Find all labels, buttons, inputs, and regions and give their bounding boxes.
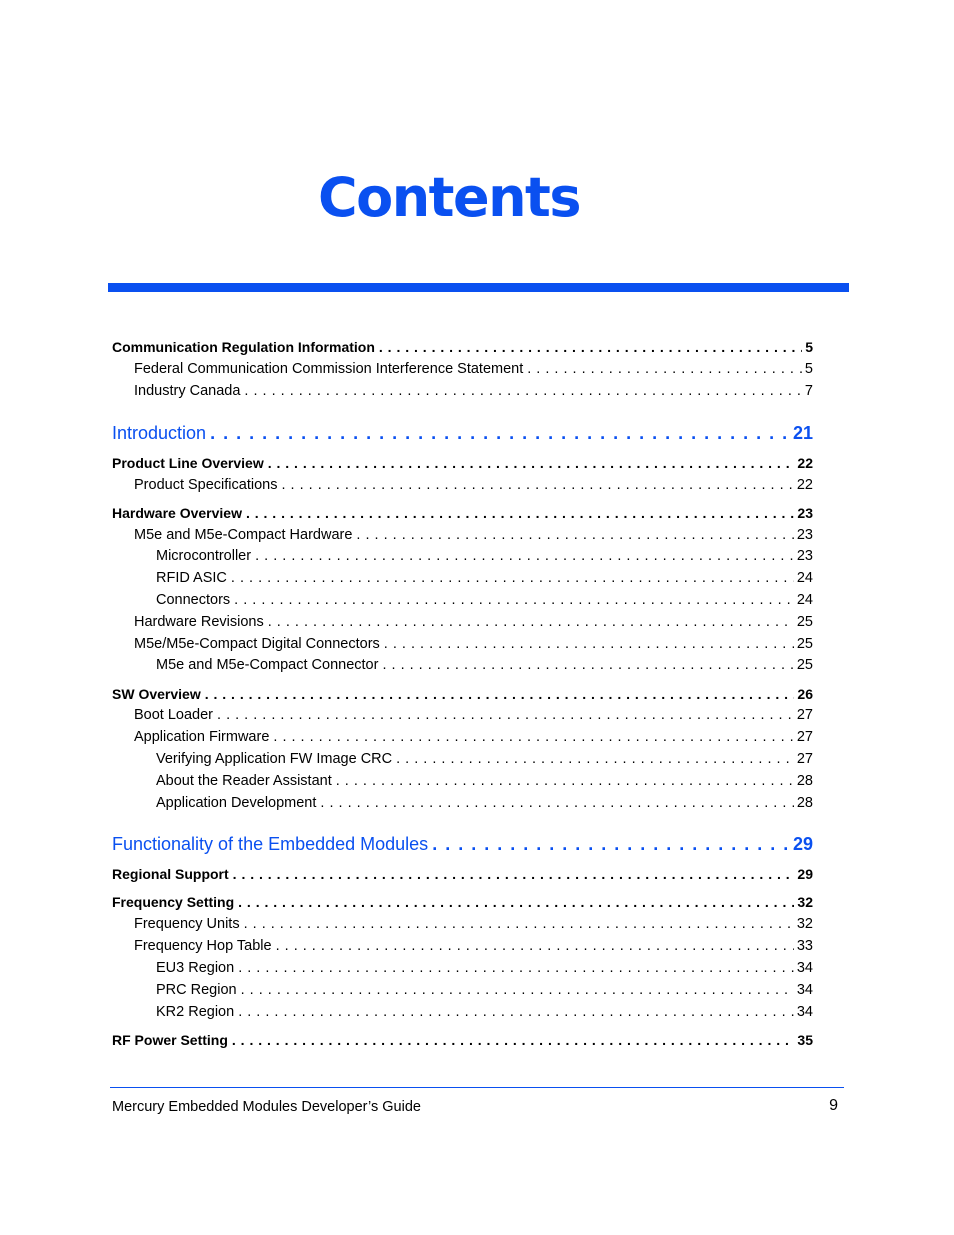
toc-dot-leader — [268, 613, 794, 631]
toc-entry[interactable] — [156, 591, 813, 609]
toc-entry-title: M5e and M5e-Compact Connector — [156, 657, 379, 673]
toc-entry[interactable] — [156, 656, 813, 674]
toc-dot-leader — [382, 656, 793, 674]
toc-entry[interactable] — [156, 772, 813, 790]
toc-entry-page: 27 — [796, 707, 813, 723]
toc-entry[interactable] — [134, 728, 813, 746]
toc-dot-leader — [244, 915, 794, 933]
toc-entry-title: Product Line Overview — [112, 455, 264, 471]
toc-dot-leader — [217, 706, 794, 724]
toc-dot-leader — [276, 937, 794, 955]
toc-entry[interactable] — [156, 981, 813, 999]
toc-entry[interactable] — [156, 547, 813, 565]
toc-entry-title: Frequency Units — [134, 916, 240, 932]
toc-entry[interactable] — [134, 613, 813, 631]
footer-rule — [110, 1087, 844, 1088]
toc-dot-leader — [232, 1031, 795, 1049]
toc-entry-title: Product Specifications — [134, 477, 278, 493]
toc-entry-title: Industry Canada — [134, 383, 241, 399]
toc-entry[interactable] — [156, 959, 813, 977]
toc-entry-page: 27 — [796, 751, 813, 767]
toc-entry[interactable] — [134, 360, 813, 378]
toc-entry-title: About the Reader Assistant — [156, 773, 332, 789]
toc-entry-page: 5 — [804, 361, 813, 377]
toc-entry-title: M5e and M5e-Compact Hardware — [134, 527, 353, 543]
toc-entry-title: PRC Region — [156, 982, 237, 998]
toc-entry-page: 32 — [796, 916, 813, 932]
toc-entry-page: 35 — [797, 1032, 813, 1048]
toc-entry-title: Microcontroller — [156, 548, 252, 564]
toc-entry-title: Application Development — [156, 795, 317, 811]
toc-entry[interactable] — [112, 865, 813, 883]
toc-entry[interactable] — [156, 794, 813, 812]
toc-chapter-entry[interactable] — [112, 833, 813, 855]
toc-dot-leader — [356, 526, 793, 544]
toc-entry-page: 25 — [796, 636, 813, 652]
toc-entry[interactable] — [134, 526, 813, 544]
toc-dot-leader — [320, 794, 793, 812]
toc-entry-page: 5 — [805, 339, 813, 355]
toc-entry[interactable] — [134, 915, 813, 933]
toc-entry[interactable] — [112, 338, 813, 356]
toc-entry[interactable] — [112, 685, 813, 703]
toc-entry-title: EU3 Region — [156, 960, 235, 976]
toc-entry-title: Application Firmware — [134, 729, 270, 745]
toc-entry-title: Frequency Hop Table — [134, 938, 272, 954]
toc-entry-page: 29 — [797, 866, 813, 882]
toc-dot-leader — [233, 865, 795, 883]
toc-entry-title: Connectors — [156, 592, 231, 608]
toc-entry[interactable] — [112, 1031, 813, 1049]
toc-entry-page: 23 — [796, 527, 813, 543]
toc-chapter-entry[interactable] — [112, 422, 813, 444]
toc-entry-page: 28 — [796, 773, 813, 789]
toc-dot-leader — [273, 728, 793, 746]
toc-entry-page: 21 — [792, 423, 813, 443]
toc-entry-page: 22 — [796, 477, 813, 493]
page-title: Contents — [318, 166, 581, 229]
toc-entry-title: Regional Support — [112, 866, 229, 882]
toc-entry[interactable] — [112, 504, 813, 522]
toc-entry-page: 23 — [796, 548, 813, 564]
toc-entry-page: 28 — [796, 795, 813, 811]
toc-entry[interactable] — [112, 454, 813, 472]
toc-entry-page: 24 — [796, 592, 813, 608]
toc-dot-leader — [234, 591, 794, 609]
toc-dot-leader — [241, 981, 794, 999]
toc-dot-leader — [336, 772, 794, 790]
toc-entry-page: 34 — [796, 1004, 813, 1020]
toc-dot-leader — [379, 338, 802, 356]
toc-entry[interactable] — [156, 569, 813, 587]
footer-page-number: 9 — [829, 1097, 838, 1114]
toc-dot-leader — [246, 504, 794, 522]
toc-entry-page: 22 — [797, 455, 813, 471]
toc-entry-page: 25 — [796, 657, 813, 673]
toc-dot-leader — [238, 959, 794, 977]
toc-entry-title: RFID ASIC — [156, 570, 227, 586]
toc-entry[interactable] — [134, 635, 813, 653]
toc-entry[interactable] — [156, 750, 813, 768]
toc-entry-page: 23 — [797, 505, 813, 521]
toc-dot-leader — [238, 893, 794, 911]
toc-entry-title: Frequency Setting — [112, 894, 235, 910]
toc-entry-title: Verifying Application FW Image CRC — [156, 751, 393, 767]
toc-dot-leader — [231, 569, 794, 587]
toc-entry-page: 34 — [796, 982, 813, 998]
toc-entry-page: 33 — [796, 938, 813, 954]
toc-entry-title: Federal Communication Commission Interference Statement — [134, 361, 524, 377]
toc-entry[interactable] — [134, 706, 813, 724]
toc-entry[interactable] — [134, 382, 813, 400]
toc-entry-title: Hardware Overview — [112, 505, 242, 521]
footer-title: Mercury Embedded Modules Developer’s Guide — [112, 1099, 421, 1115]
toc-dot-leader — [210, 422, 790, 444]
toc-dot-leader — [384, 635, 794, 653]
toc-entry[interactable] — [156, 1003, 813, 1021]
toc-entry-title: SW Overview — [112, 686, 201, 702]
toc-entry-title: Introduction — [112, 423, 207, 443]
toc-entry-page: 7 — [804, 383, 813, 399]
toc-entry-page: 32 — [797, 894, 813, 910]
toc-entry-title: Functionality of the Embedded Modules — [112, 834, 429, 854]
toc-dot-leader — [396, 750, 794, 768]
toc-entry-title: Communication Regulation Information — [112, 339, 375, 355]
toc-entry-title: M5e/M5e-Compact Digital Connectors — [134, 636, 380, 652]
toc-entry[interactable] — [134, 937, 813, 955]
toc-entry-title: KR2 Region — [156, 1004, 235, 1020]
toc-entry[interactable] — [134, 476, 813, 494]
toc-dot-leader — [268, 454, 795, 472]
toc-entry[interactable] — [112, 893, 813, 911]
toc-entry-page: 27 — [796, 729, 813, 745]
toc-entry-title: Boot Loader — [134, 707, 214, 723]
toc-dot-leader — [238, 1003, 794, 1021]
toc-dot-leader — [527, 360, 802, 378]
toc-dot-leader — [244, 382, 802, 400]
toc-entry-page: 25 — [796, 614, 813, 630]
toc-entry-title: Hardware Revisions — [134, 614, 264, 630]
toc-dot-leader — [281, 476, 793, 494]
toc-entry-page: 29 — [792, 834, 813, 854]
toc-dot-leader — [255, 547, 794, 565]
toc-dot-leader — [205, 685, 795, 703]
toc-entry-title: RF Power Setting — [112, 1032, 228, 1048]
toc-entry-page: 34 — [796, 960, 813, 976]
toc-dot-leader — [432, 833, 790, 855]
toc-entry-page: 26 — [797, 686, 813, 702]
toc-entry-page: 24 — [796, 570, 813, 586]
